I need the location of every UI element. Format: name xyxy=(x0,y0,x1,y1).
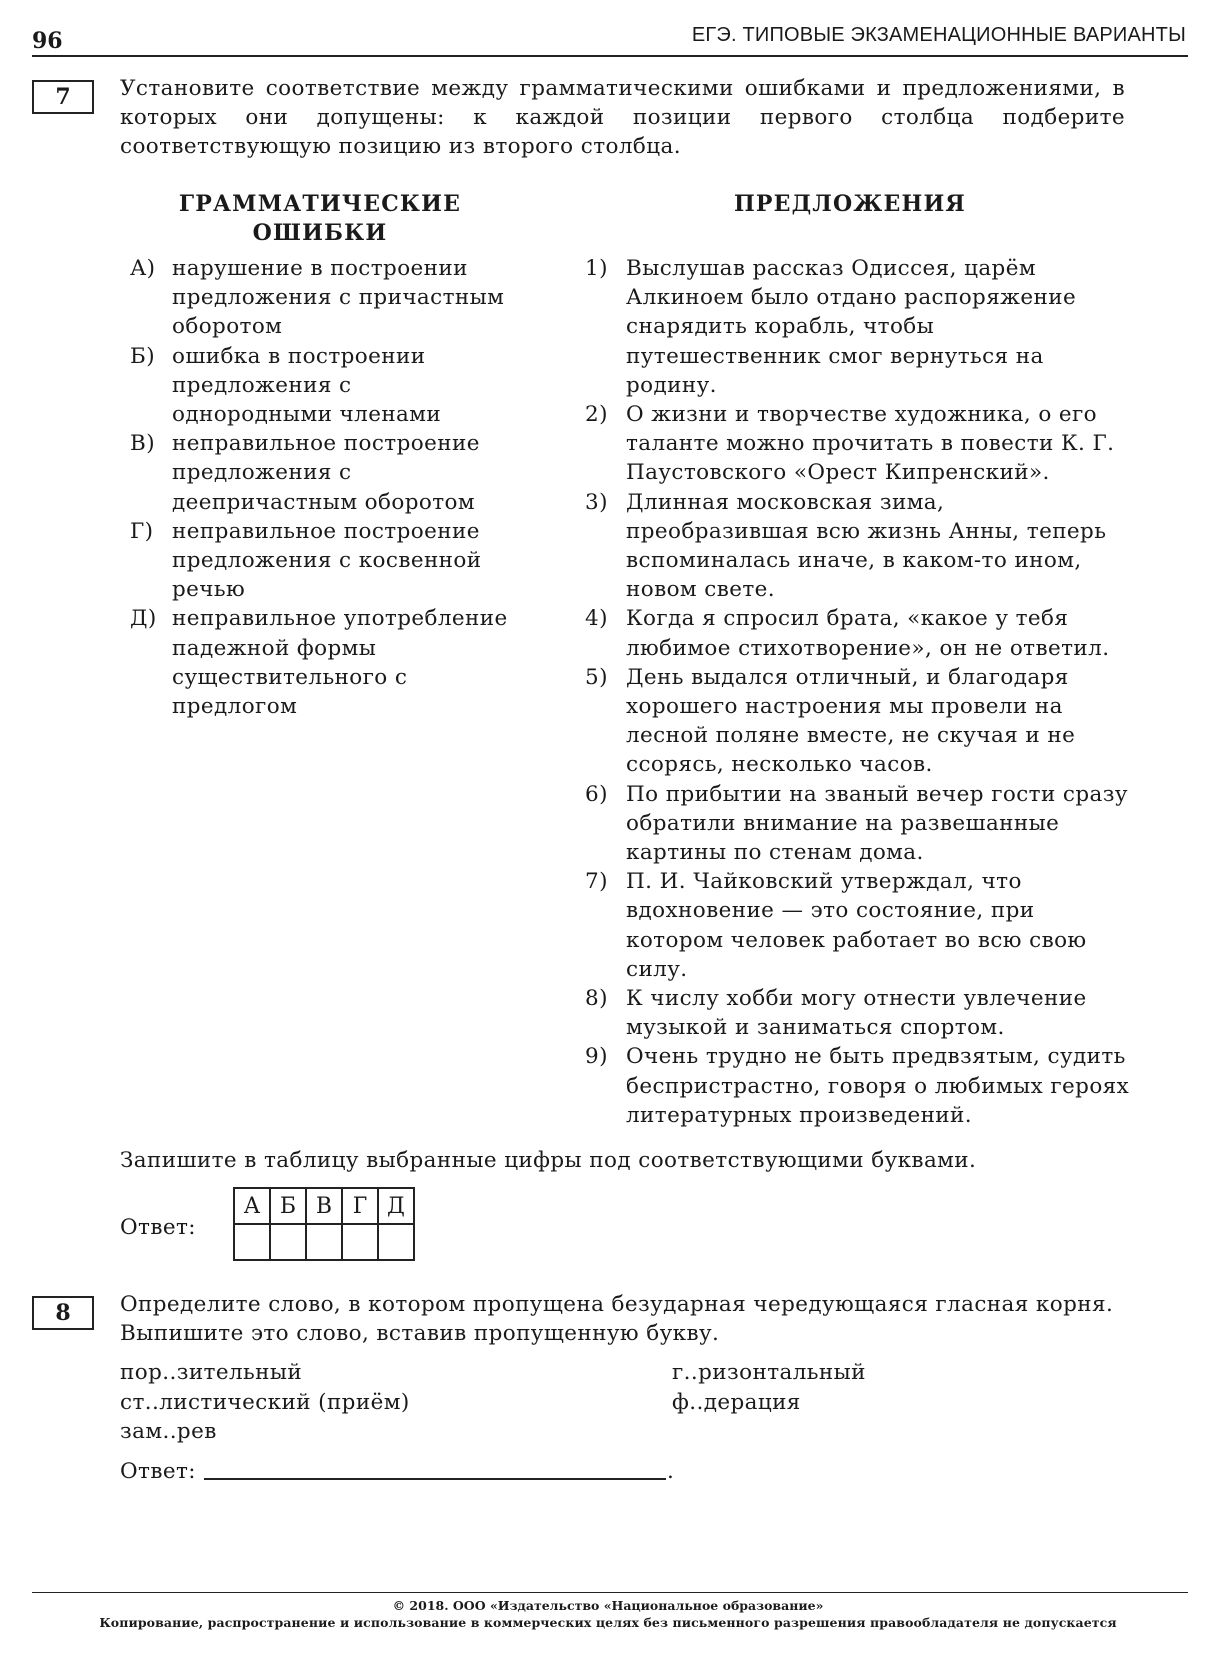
sentence-marker: 2) xyxy=(585,402,608,428)
answer-table-input-row xyxy=(234,1224,414,1260)
sentence-marker: 8) xyxy=(585,986,608,1012)
sentence-marker: 7) xyxy=(585,869,608,895)
footer-copyright: © 2018. ООО «Издательство «Национальное образование» xyxy=(392,1598,824,1613)
sentence-text: Когда я спросил брата, «какое у тебя любимое стихотворение», он не ответил. xyxy=(626,606,1110,661)
sentence-text: К числу хобби могу отнести увлечение музыкой и заниматься спортом. xyxy=(626,986,1087,1041)
footer-divider xyxy=(32,1592,1188,1593)
sentence-item xyxy=(585,1042,1130,1130)
sentence-text: Очень трудно не быть предвзятым, судить беспристрастно, говоря о любимых героях литературных произведений. xyxy=(626,1044,1130,1128)
sentence-item xyxy=(585,663,1130,780)
letter-cell-d: Д xyxy=(378,1188,414,1224)
letter-cell-g: Г xyxy=(342,1188,378,1224)
answer-cell-d[interactable] xyxy=(378,1224,414,1260)
word-option: зам..рев xyxy=(120,1419,217,1444)
sentence-item xyxy=(585,254,1130,400)
letter-cell-a: А xyxy=(234,1188,270,1224)
running-title: ЕГЭ. ТИПОВЫЕ ЭКЗАМЕНАЦИОННЫЕ ВАРИАНТЫ xyxy=(691,24,1186,46)
error-item-g xyxy=(130,517,512,605)
sentence-item xyxy=(585,984,1130,1042)
answer-table-header-row xyxy=(234,1188,414,1224)
footer-notice: Копирование, распространение и использование в коммерческих целях без письменного разрешения правообладателя не допускается xyxy=(99,1615,1117,1630)
answer-cell-g[interactable] xyxy=(342,1224,378,1260)
answer-cell-b[interactable] xyxy=(270,1224,306,1260)
sentence-text: Длинная московская зима, преобразившая всю жизнь Анны, теперь вспоминалась иначе, в каком-то ином, новом свете. xyxy=(626,489,1107,603)
error-marker: В) xyxy=(130,431,155,457)
sentence-item xyxy=(585,400,1130,488)
letter-cell-v: В xyxy=(306,1188,342,1224)
error-text: нарушение в построении предложения с причастным оборотом xyxy=(172,256,505,340)
error-text: неправильное построение предложения с деепричастным оборотом xyxy=(172,431,480,515)
task-7-number-box: 7 xyxy=(32,80,94,114)
error-marker: Д) xyxy=(130,606,157,632)
error-marker: Г) xyxy=(130,518,154,544)
errors-list xyxy=(130,254,520,721)
words-left-column xyxy=(120,1358,620,1447)
sentence-item xyxy=(585,488,1130,605)
task-7-answer-label: Ответ: xyxy=(120,1215,196,1240)
answer-table xyxy=(233,1187,415,1261)
error-marker: Б) xyxy=(130,343,155,369)
words-right-column xyxy=(672,1358,1122,1417)
sentences-list xyxy=(585,254,1130,1130)
left-column-title: ГРАММАТИЧЕСКИЕ ОШИБКИ xyxy=(178,191,462,246)
answer-cell-v[interactable] xyxy=(306,1224,342,1260)
sentence-text: П. И. Чайковский утверждал, что вдохновение — это состояние, при котором человек работает во всю свою силу. xyxy=(626,869,1087,982)
letter-cell-b: Б xyxy=(270,1188,306,1224)
sentence-marker: 9) xyxy=(585,1044,608,1070)
sentence-marker: 4) xyxy=(585,606,608,632)
word-option: пор..зительный xyxy=(120,1360,303,1385)
sentence-item xyxy=(585,604,1130,662)
sentence-item xyxy=(585,780,1130,868)
task-8-number-box: 8 xyxy=(32,1296,94,1330)
table-instruction: Запишите в таблицу выбранные цифры под соответствующими буквами. xyxy=(120,1148,977,1173)
error-item-v xyxy=(130,429,512,517)
word-option: ф..дерация xyxy=(672,1389,801,1415)
right-column-title: ПРЕДЛОЖЕНИЯ xyxy=(733,191,967,217)
error-item-a xyxy=(130,254,520,342)
sentence-item xyxy=(585,867,1130,984)
task-8-instruction: Определите слово, в котором пропущена безударная чередующаяся гласная корня. Выпишите это слово, вставив пропущенную букву. xyxy=(120,1292,1114,1346)
task-8-answer-label: Ответ: xyxy=(120,1459,196,1484)
error-text: ошибка в построении предложения с однородными членами xyxy=(172,343,442,428)
sentence-marker: 1) xyxy=(585,256,608,281)
header-divider xyxy=(32,55,1188,57)
page-number: 96 xyxy=(32,28,63,54)
sentence-text: О жизни и творчестве художника, о его таланте можно прочитать в повести К. Г. Паустовского «Орест Кипренский». xyxy=(626,402,1115,486)
error-marker: А) xyxy=(130,256,156,281)
task-7-instruction: Установите соответствие между грамматическими ошибками и предложениями, в которых они допущены: к каждой позиции первого столбца подберите соответствующую позицию из второго столбца. xyxy=(120,76,1125,159)
sentence-marker: 6) xyxy=(585,781,608,807)
task-8-answer-line[interactable] xyxy=(204,1478,666,1480)
answer-cell-a[interactable] xyxy=(234,1224,270,1260)
error-text: неправильное построение предложения с косвенной речью xyxy=(172,518,482,603)
sentence-text: День выдался отличный, и благодаря хорошего настроения мы провели на лесной поляне вместе, не скучая и не ссорясь, несколько часов. xyxy=(626,664,1076,778)
sentence-text: Выслушав рассказ Одиссея, царём Алкиноем было отдано распоряжение снарядить корабль, чтобы путешественник смог вернуться на родину. xyxy=(626,256,1077,398)
sentence-marker: 3) xyxy=(585,489,608,515)
sentence-text: По прибытии на званый вечер гости сразу обратили внимание на развешанные картины по стенам дома. xyxy=(626,781,1128,866)
word-option: ст..листический (приём) xyxy=(120,1389,410,1415)
error-item-d xyxy=(130,604,512,721)
task-8-answer-period: . xyxy=(667,1459,675,1484)
word-option: г..ризонтальный xyxy=(672,1360,866,1385)
sentence-marker: 5) xyxy=(585,664,608,690)
error-item-b xyxy=(130,342,472,430)
error-text: неправильное употребление падежной формы существительного с предлогом xyxy=(172,606,508,720)
